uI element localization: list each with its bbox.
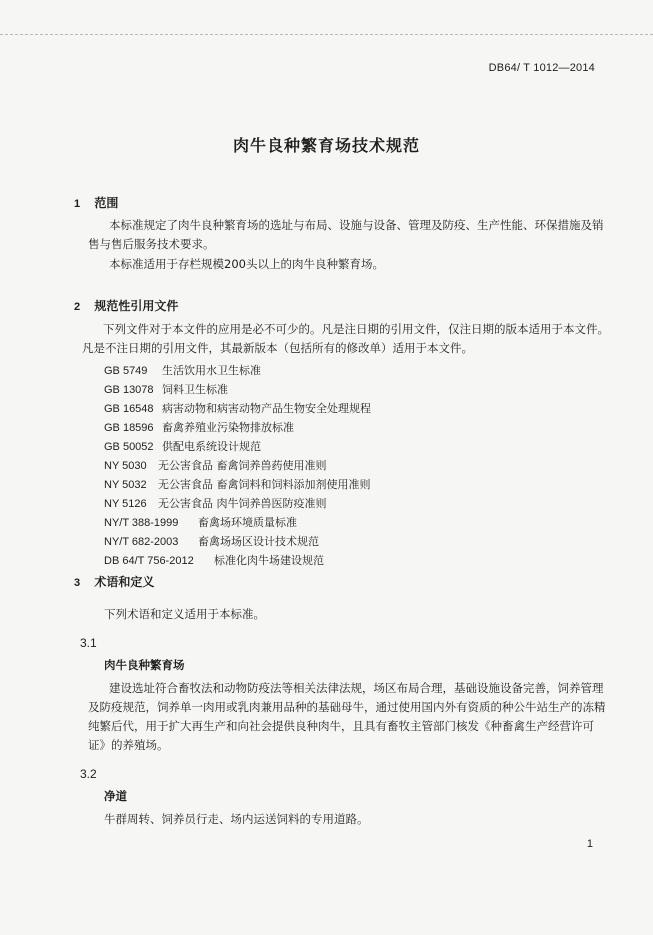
reference-code: GB 13078 bbox=[104, 384, 154, 396]
reference-title: 供配电系统设计规范 bbox=[162, 440, 261, 453]
reference-item bbox=[104, 457, 327, 473]
reference-item bbox=[104, 495, 327, 511]
reference-title: 无公害食品 畜禽饲养兽药使用准则 bbox=[158, 459, 327, 472]
section-1-heading bbox=[74, 194, 118, 211]
reference-title: 无公害食品 畜禽饲料和饲料添加剂使用准则 bbox=[158, 478, 371, 491]
reference-code: GB 50052 bbox=[104, 441, 154, 453]
reference-title: 畜禽场场区设计技术规范 bbox=[198, 535, 319, 548]
reference-title: 生活饮用水卫生标准 bbox=[162, 364, 261, 377]
reference-item bbox=[104, 533, 319, 549]
reference-code: NY 5030 bbox=[104, 460, 147, 472]
section-3-heading bbox=[74, 573, 154, 590]
reference-title: 标准化肉牛场建设规范 bbox=[214, 554, 324, 567]
reference-code: GB 18596 bbox=[104, 422, 154, 434]
term-name: 肉牛良种繁育场 bbox=[104, 658, 185, 672]
reference-title: 畜禽场环境质量标准 bbox=[198, 516, 297, 529]
page-number: 1 bbox=[586, 838, 593, 850]
reference-code: NY 5032 bbox=[104, 479, 147, 491]
reference-item bbox=[104, 514, 297, 530]
reference-item bbox=[104, 381, 228, 397]
reference-code: NY/T 388-1999 bbox=[104, 517, 179, 529]
reference-code: GB 5749 bbox=[104, 365, 148, 377]
section-2-intro: 下列文件对于本文件的应用是必不可少的。凡是注日期的引用文件，仅注日期的版本适用于本文件。凡是不注日期的引用文件，其最新版本（包括所有的修改单）适用于本文件。 bbox=[82, 322, 609, 355]
reference-code: DB 64/T 756-2012 bbox=[104, 555, 194, 567]
section-1-paragraph-1: 本标准规定了肉牛良种繁育场的选址与布局、设施与设备、管理及防疫、生产性能、环保措施及销售与售后服务技术要求。 bbox=[88, 218, 604, 251]
section-title: 术语和定义 bbox=[94, 575, 155, 589]
section-3-intro: 下列术语和定义适用于本标准。 bbox=[104, 607, 265, 621]
reference-item bbox=[104, 419, 294, 435]
reference-title: 病害动物和病害动物产品生物安全处理规程 bbox=[162, 402, 371, 415]
reference-code: NY/T 682-2003 bbox=[104, 536, 179, 548]
document-number: DB64/ T 1012—2014 bbox=[488, 62, 595, 74]
reference-title: 饲料卫生标准 bbox=[162, 383, 228, 396]
reference-item bbox=[104, 362, 261, 378]
reference-code: GB 16548 bbox=[104, 403, 154, 415]
reference-item bbox=[104, 552, 324, 568]
reference-item bbox=[104, 438, 261, 454]
section-number: 2 bbox=[74, 301, 81, 313]
header-rule bbox=[0, 34, 653, 35]
term-number: 3.2 bbox=[80, 767, 97, 781]
term-definition: 牛群周转、饲养员行走、场内运送饲料的专用道路。 bbox=[104, 812, 369, 826]
reference-title: 无公害食品 肉牛饲养兽医防疫准则 bbox=[158, 497, 327, 510]
page-title: 肉牛良种繁育场技术规范 bbox=[232, 136, 420, 155]
term-definition: 建设选址符合畜牧法和动物防疫法等相关法律法规，场区布局合理，基础设施设备完善，饲养管理及防疫规范，饲养单一肉用或乳肉兼用品种的基础母牛，通过使用国内外有资质的种公牛站生产的冻精纯繁后代，用于扩大再生产和向社会提供良种肉牛，且具有畜牧主管部门核发《种畜禽生产经营许可证》的养殖场。 bbox=[88, 681, 606, 752]
term-name: 净道 bbox=[104, 789, 127, 803]
section-title: 规范性引用文件 bbox=[94, 299, 179, 313]
section-title: 范围 bbox=[94, 196, 119, 210]
reference-item bbox=[104, 400, 371, 416]
reference-title: 畜禽养殖业污染物排放标准 bbox=[162, 421, 294, 434]
section-2-heading bbox=[74, 297, 178, 314]
reference-item bbox=[104, 476, 371, 492]
term-number: 3.1 bbox=[80, 636, 97, 650]
reference-code: NY 5126 bbox=[104, 498, 147, 510]
section-number: 1 bbox=[74, 198, 81, 210]
section-1-paragraph-2: 本标准适用于存栏规模200头以上的肉牛良种繁育场。 bbox=[109, 257, 384, 271]
section-number: 3 bbox=[74, 577, 81, 589]
